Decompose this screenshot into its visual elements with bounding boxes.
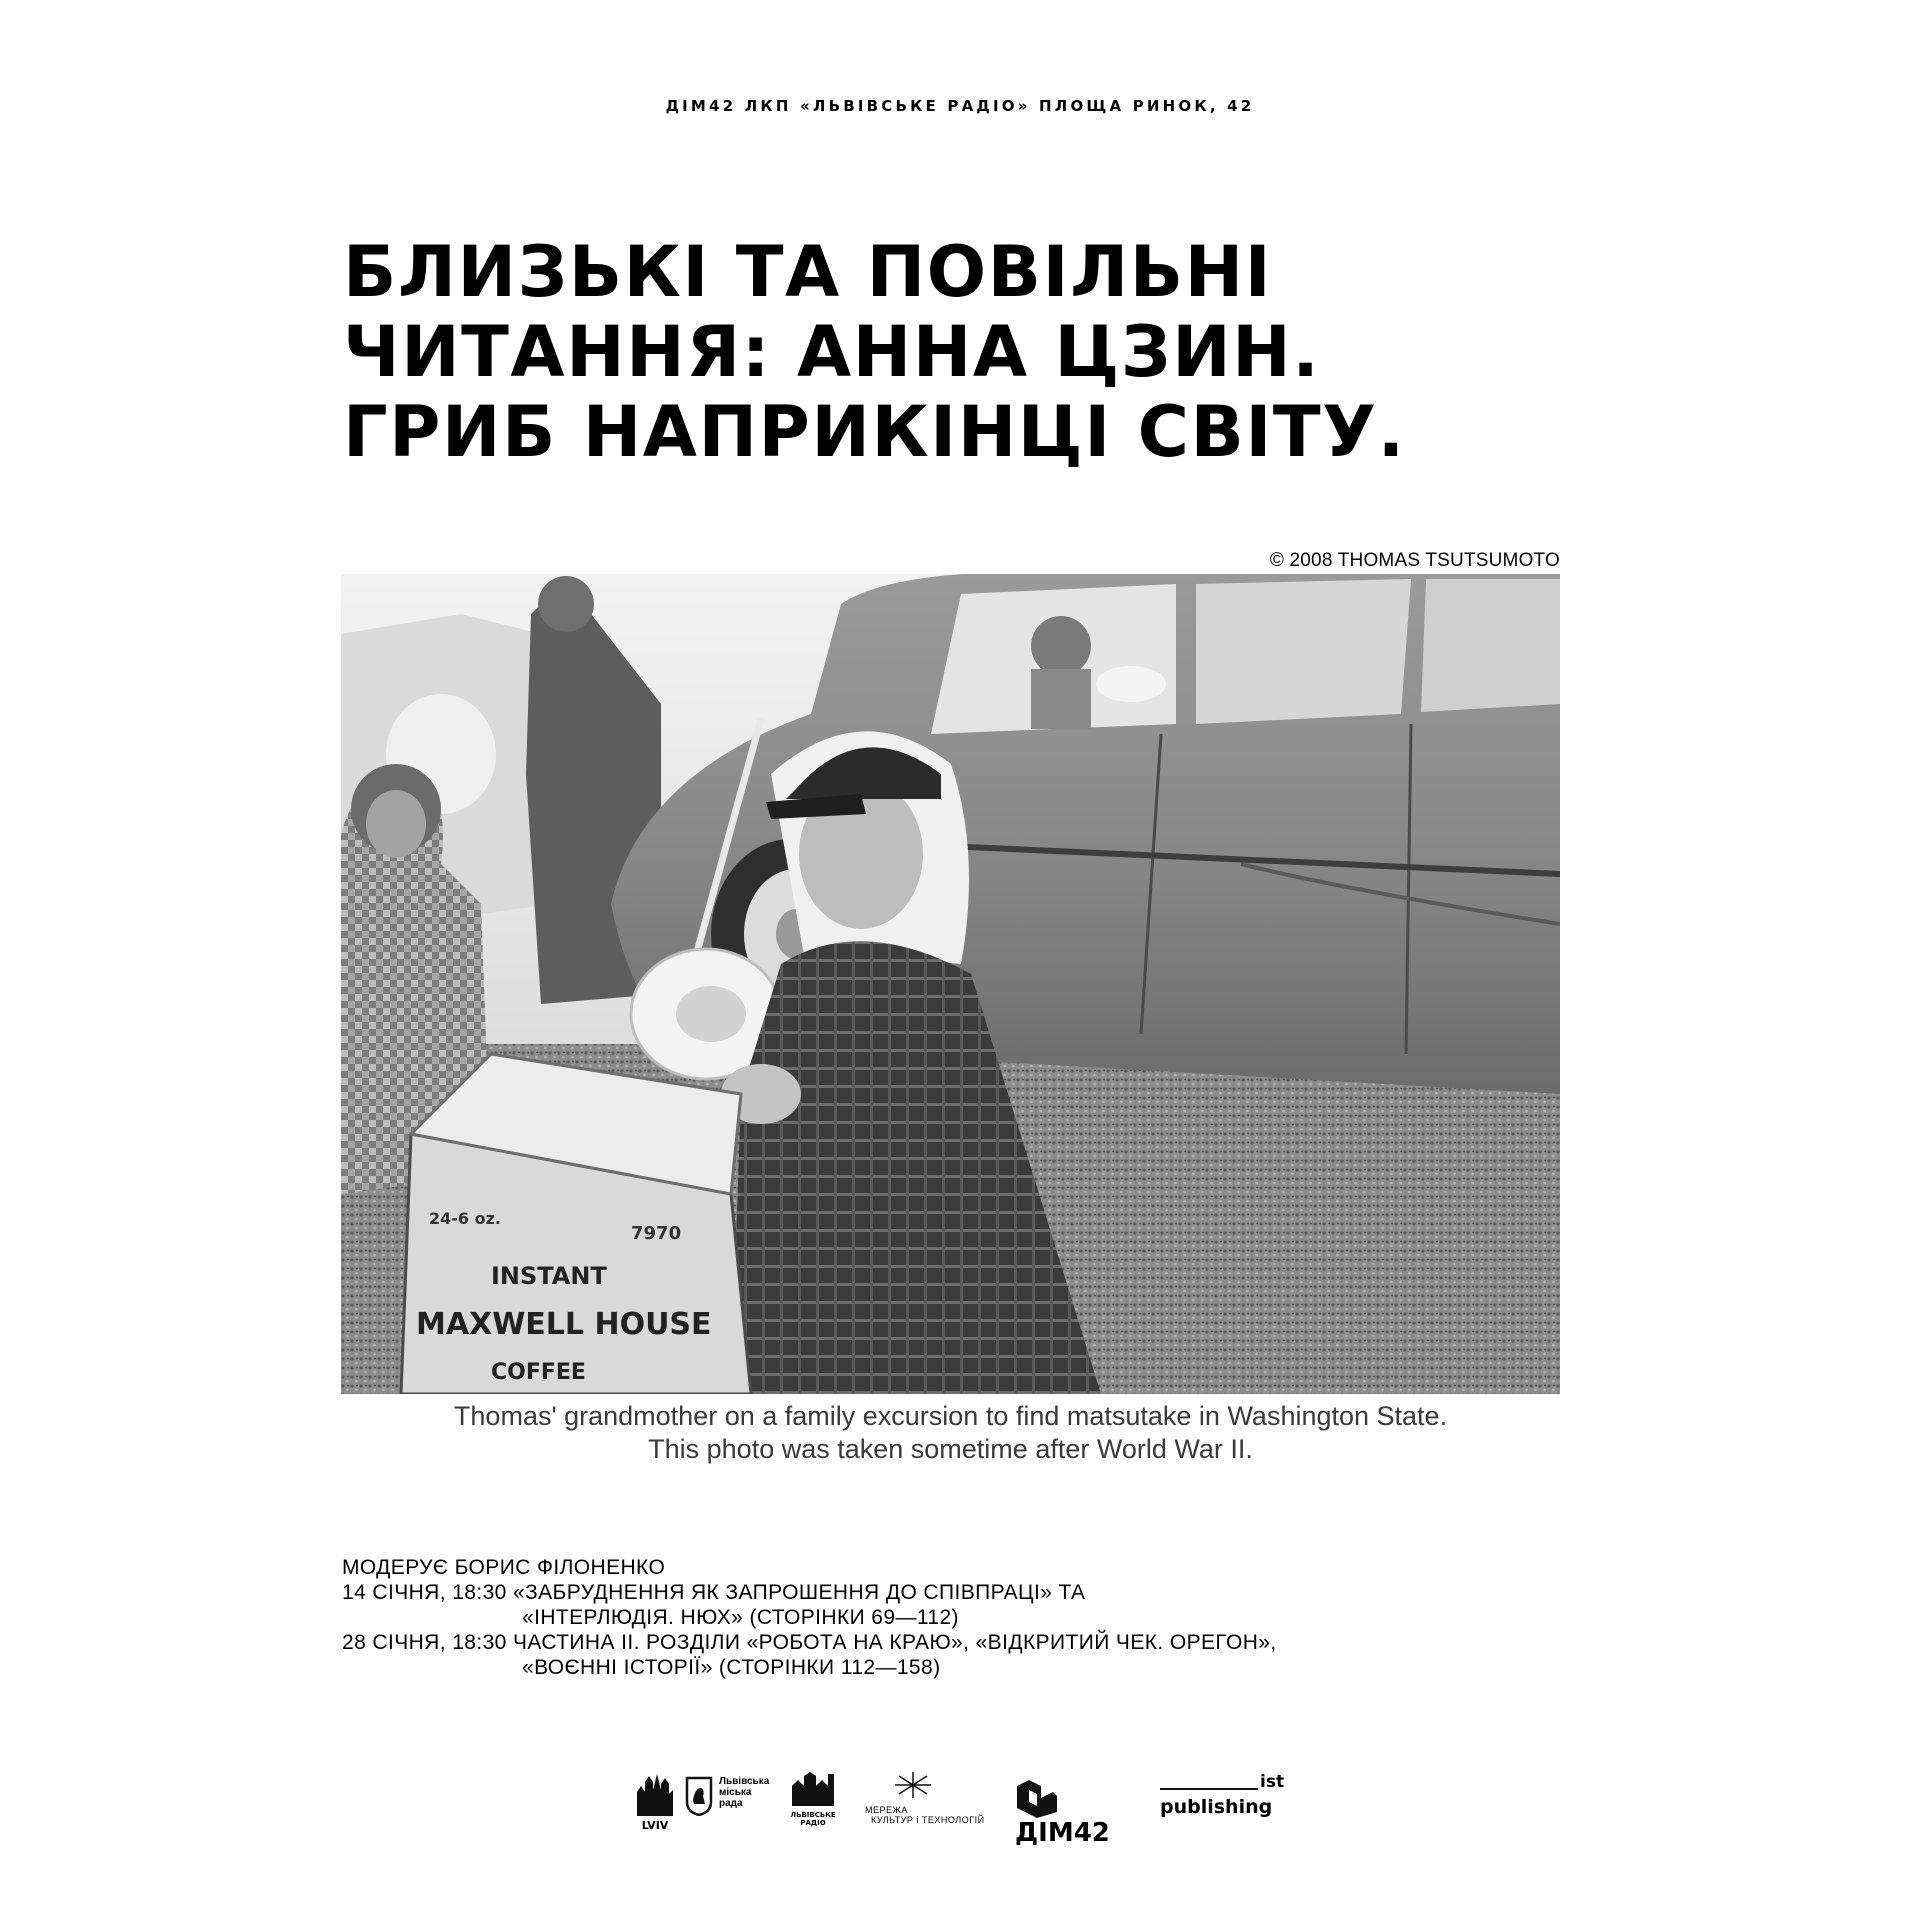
archival-photo	[341, 574, 1560, 1394]
lviv-city-logo	[635, 1772, 675, 1830]
title-line-3: ГРИБ НАПРИКІНЦІ СВІТУ.	[343, 391, 1406, 473]
network-label-1: МЕРЕЖА	[865, 1805, 908, 1815]
event-title	[343, 232, 1723, 472]
lviv-skyline-icon	[635, 1772, 675, 1816]
moderator-line: МОДЕРУЄ БОРИС ФІЛОНЕНКО	[342, 1556, 666, 1579]
box-brand-label: MAXWELL HOUSE	[416, 1307, 712, 1342]
publishing-label: publishing	[1160, 1796, 1273, 1818]
spark-icon	[893, 1770, 933, 1800]
dim42-cube-icon	[1015, 1778, 1059, 1818]
radio-label: ЛЬВІВСЬКЕ РАДІО	[790, 1811, 836, 1827]
lviv-radio-logo	[790, 1772, 840, 1827]
network-label-2: КУЛЬТУР і ТЕХНОЛОГІЙ	[871, 1815, 985, 1825]
event-schedule	[342, 1555, 1642, 1680]
ist-publishing-logo	[1160, 1772, 1290, 1818]
dim42-label: ДІМ42	[1015, 1818, 1110, 1848]
photo-credit: © 2008 THOMAS TSUTSUMOTO	[1269, 550, 1560, 571]
city-shield-icon	[685, 1776, 713, 1816]
council-label-3: рада	[719, 1798, 743, 1809]
council-label-2: міська	[719, 1787, 752, 1798]
lviv-label: LVIV	[641, 1819, 669, 1832]
title-line-2: ЧИТАННЯ: АННА ЦЗИН.	[343, 311, 1321, 393]
council-label-1: Львівська	[719, 1776, 770, 1787]
caption-line-1: Thomas' grandmother on a family excursion to find matsutake in Washington State.	[453, 1401, 1448, 1431]
event-2-line-2: «ВОЄННІ ІСТОРІЇ» (СТОРІНКИ 112—158)	[522, 1656, 941, 1679]
event-2-line-1: 28 СІЧНЯ, 18:30 ЧАСТИНА II. РОЗДІЛИ «РОБОТА НА КРАЮ», «ВІДКРИТИЙ ЧЕК. ОРЕГОН»,	[342, 1631, 1277, 1654]
box-code-label: 7970	[631, 1223, 682, 1244]
title-line-1: БЛИЗЬКІ ТА ПОВІЛЬНІ	[343, 231, 1273, 313]
venue-address: ДІМ42 ЛКП «ЛЬВІВСЬКЕ РАДІО» ПЛОЩА РИНОК, 42	[665, 97, 1255, 115]
box-size-label: 24-6 oz.	[429, 1209, 501, 1228]
city-council-logo	[685, 1776, 770, 1816]
network-logo	[865, 1770, 995, 1825]
photo-caption	[341, 1400, 1560, 1466]
radio-towers-icon	[790, 1772, 836, 1806]
box-coffee-label: COFFEE	[491, 1360, 586, 1385]
dim42-logo	[1015, 1778, 1145, 1848]
event-1-line-1: 14 СІЧНЯ, 18:30 «ЗАБРУДНЕННЯ ЯК ЗАПРОШЕННЯ ДО СПІВПРАЦІ» ТА	[342, 1581, 1086, 1604]
ist-label: ist	[1260, 1772, 1285, 1792]
event-1-line-2: «ІНТЕРЛЮДІЯ. НЮХ» (СТОРІНКИ 69—112)	[522, 1606, 959, 1629]
box-instant-label: INSTANT	[491, 1262, 607, 1290]
caption-line-2: This photo was taken sometime after World War II.	[648, 1434, 1253, 1464]
partner-logos	[635, 1770, 1335, 1848]
